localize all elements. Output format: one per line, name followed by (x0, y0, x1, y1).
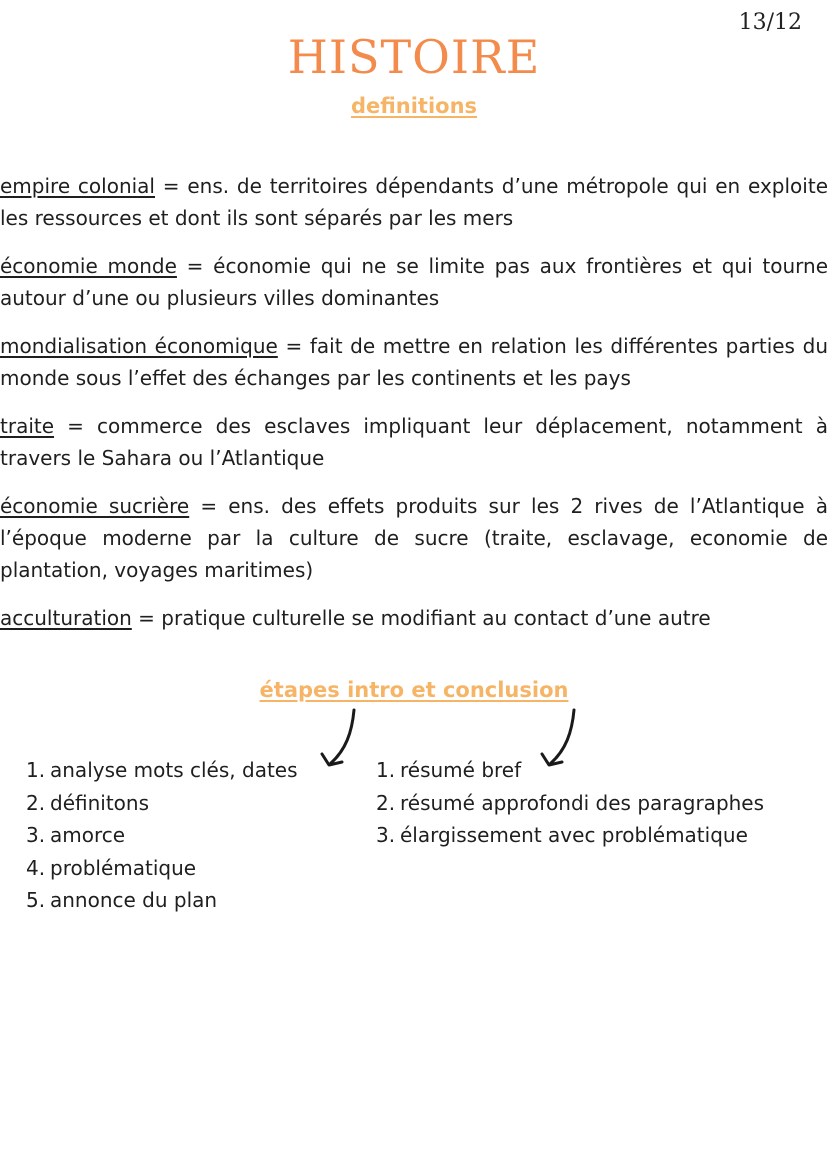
definition-term: économie sucrière (0, 494, 190, 518)
list-number: 1. (376, 758, 396, 782)
list-item (26, 852, 298, 885)
definition-item (0, 170, 828, 234)
list-text: amorce (50, 823, 126, 847)
list-item (376, 819, 764, 852)
definition-term: économie monde (0, 254, 177, 278)
definition-term: traite (0, 414, 55, 438)
definition-text: = pratique culturelle se modifiant au contact d’une autre (131, 606, 711, 630)
definition-text: = fait de mettre en relation les différentes parties du monde sous l’effet des échanges par les continents et les pays (0, 334, 828, 390)
definitions-list (0, 170, 828, 650)
list-text: définitons (50, 790, 150, 815)
list-item (26, 754, 298, 787)
page-date: 13/12 (738, 10, 802, 35)
list-item (376, 787, 764, 820)
intro-steps-list (26, 754, 298, 917)
list-text: analyse mots clés, dates (50, 758, 298, 782)
steps-title: étapes intro et conclusion (259, 678, 569, 702)
list-item (26, 884, 298, 917)
list-item (376, 754, 764, 787)
list-text: problématique (50, 855, 197, 880)
list-number: 2. (26, 790, 46, 815)
definition-item (0, 250, 828, 314)
list-number: 3. (376, 823, 396, 847)
list-text: résumé approfondi des paragraphes (400, 790, 765, 815)
list-number: 3. (26, 823, 46, 847)
list-number: 1. (26, 758, 46, 782)
arrow-down-left-icon (318, 706, 358, 776)
definition-item (0, 490, 828, 586)
list-text: résumé bref (400, 758, 522, 782)
definition-term: acculturation (0, 606, 132, 630)
definition-item (0, 602, 828, 634)
list-text: annonce du plan (50, 888, 218, 912)
definition-term: empire colonial (0, 174, 155, 198)
list-text: élargissement avec problématique (400, 823, 748, 847)
definition-text: = ens. de territoires dépendants d’une métropole qui en exploite les ressources et dont ils sont séparés par les mers (0, 174, 828, 230)
list-number: 2. (376, 790, 396, 815)
page-title: HISTOIRE (287, 30, 541, 84)
page-subtitle: definitions (350, 94, 478, 118)
list-item (26, 787, 298, 820)
list-number: 4. (26, 855, 46, 880)
list-item (26, 819, 298, 852)
definition-text: = ens. des effets produits sur les 2 rives de l’Atlantique à l’époque moderne par la culture de sucre (traite, esclavage, economie de plantation, voyages maritimes) (0, 494, 828, 582)
list-number: 5. (26, 888, 46, 912)
conclusion-steps-list (376, 754, 764, 852)
definition-item (0, 410, 828, 474)
definition-text: = économie qui ne se limite pas aux frontières et qui tourne autour d’une ou plusieurs villes dominantes (0, 254, 828, 310)
definition-term: mondialisation économique (0, 334, 278, 358)
definition-item (0, 330, 828, 394)
definition-text: = commerce des esclaves impliquant leur déplacement, notamment à travers le Sahara ou l’Atlantique (0, 414, 828, 470)
